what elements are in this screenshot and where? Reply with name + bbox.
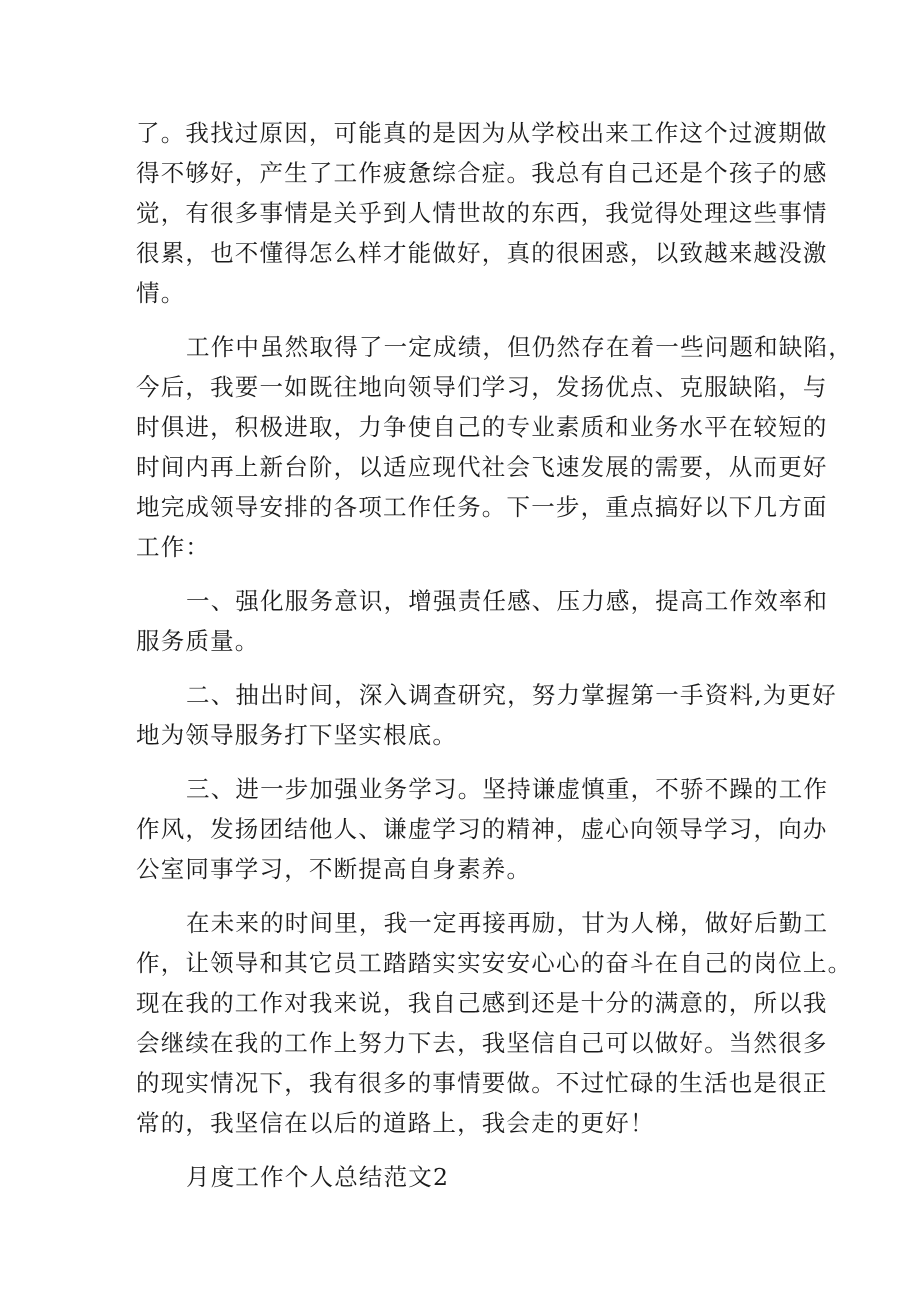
heading-text: 月度工作个人总结范文2 (186, 1163, 450, 1191)
paragraph-line: 工作： (136, 533, 211, 561)
paragraph-line: 二、抽出时间，深入调查研究，努力掌握第一手资料,为更好 (186, 681, 837, 709)
paragraph-line: 地为领导服务打下坚实根底。 (136, 721, 458, 749)
paragraph-line: 时俱进，积极进取，力争使自己的专业素质和业务水平在较短的 (136, 413, 828, 441)
paragraph-line: 今后，我要一如既往地向领导们学习，发扬优点、克服缺陷，与 (136, 373, 828, 401)
paragraph-line: 常的，我坚信在以后的道路上，我会走的更好！ (136, 1109, 655, 1137)
paragraph (136, 769, 829, 889)
paragraph (136, 327, 853, 567)
paragraph-line: 服务质量。 (136, 627, 260, 655)
paragraph-line: 时间内再上新台阶，以适应现代社会飞速发展的需要，从而更好 (136, 453, 828, 481)
paragraph (136, 675, 837, 755)
paragraph-line: 作风，发扬团结他人、谦虚学习的精神，虚心向领导学习，向办 (136, 815, 828, 843)
paragraph-line: 地完成领导安排的各项工作任务。下一步，重点搞好以下几方面 (136, 493, 828, 521)
paragraph-line: 作，让领导和其它员工踏踏实实安安心心的奋斗在自己的岗位上。 (136, 949, 853, 977)
paragraph-line: 觉，有很多事情是关乎到人情世故的东西，我觉得处理这些事情 (136, 199, 828, 227)
paragraph (136, 903, 853, 1143)
paragraph (136, 581, 829, 661)
paragraph-line: 工作中虽然取得了一定成绩，但仍然存在着一些问题和缺陷， (186, 333, 853, 361)
paragraph-line: 现在我的工作对我来说，我自己感到还是十分的满意的，所以我 (136, 989, 828, 1017)
paragraph-line: 在未来的时间里，我一定再接再励，甘为人梯，做好后勤工 (186, 909, 829, 937)
paragraph-line: 情。 (136, 279, 186, 307)
paragraph-line: 会继续在我的工作上努力下去，我坚信自己可以做好。当然很多 (136, 1029, 828, 1057)
paragraph-line: 公室同事学习，不断提高自身素养。 (136, 855, 532, 883)
paragraph-line: 一、强化服务意识，增强责任感、压力感，提高工作效率和 (186, 587, 829, 615)
paragraph (136, 113, 828, 313)
paragraph-line: 很累，也不懂得怎么样才能做好，真的很困惑，以致越来越没激 (136, 239, 828, 267)
paragraph-line: 了。我找过原因，可能真的是因为从学校出来工作这个过渡期做 (136, 119, 828, 147)
document-body (136, 113, 853, 1143)
paragraph-line: 的现实情况下，我有很多的事情要做。不过忙碌的生活也是很正 (136, 1069, 828, 1097)
paragraph-line: 三、进一步加强业务学习。坚持谦虚慎重，不骄不躁的工作 (186, 775, 829, 803)
section-heading (136, 1157, 792, 1197)
paragraph-line: 得不够好，产生了工作疲惫综合症。我总有自己还是个孩子的感 (136, 159, 828, 187)
